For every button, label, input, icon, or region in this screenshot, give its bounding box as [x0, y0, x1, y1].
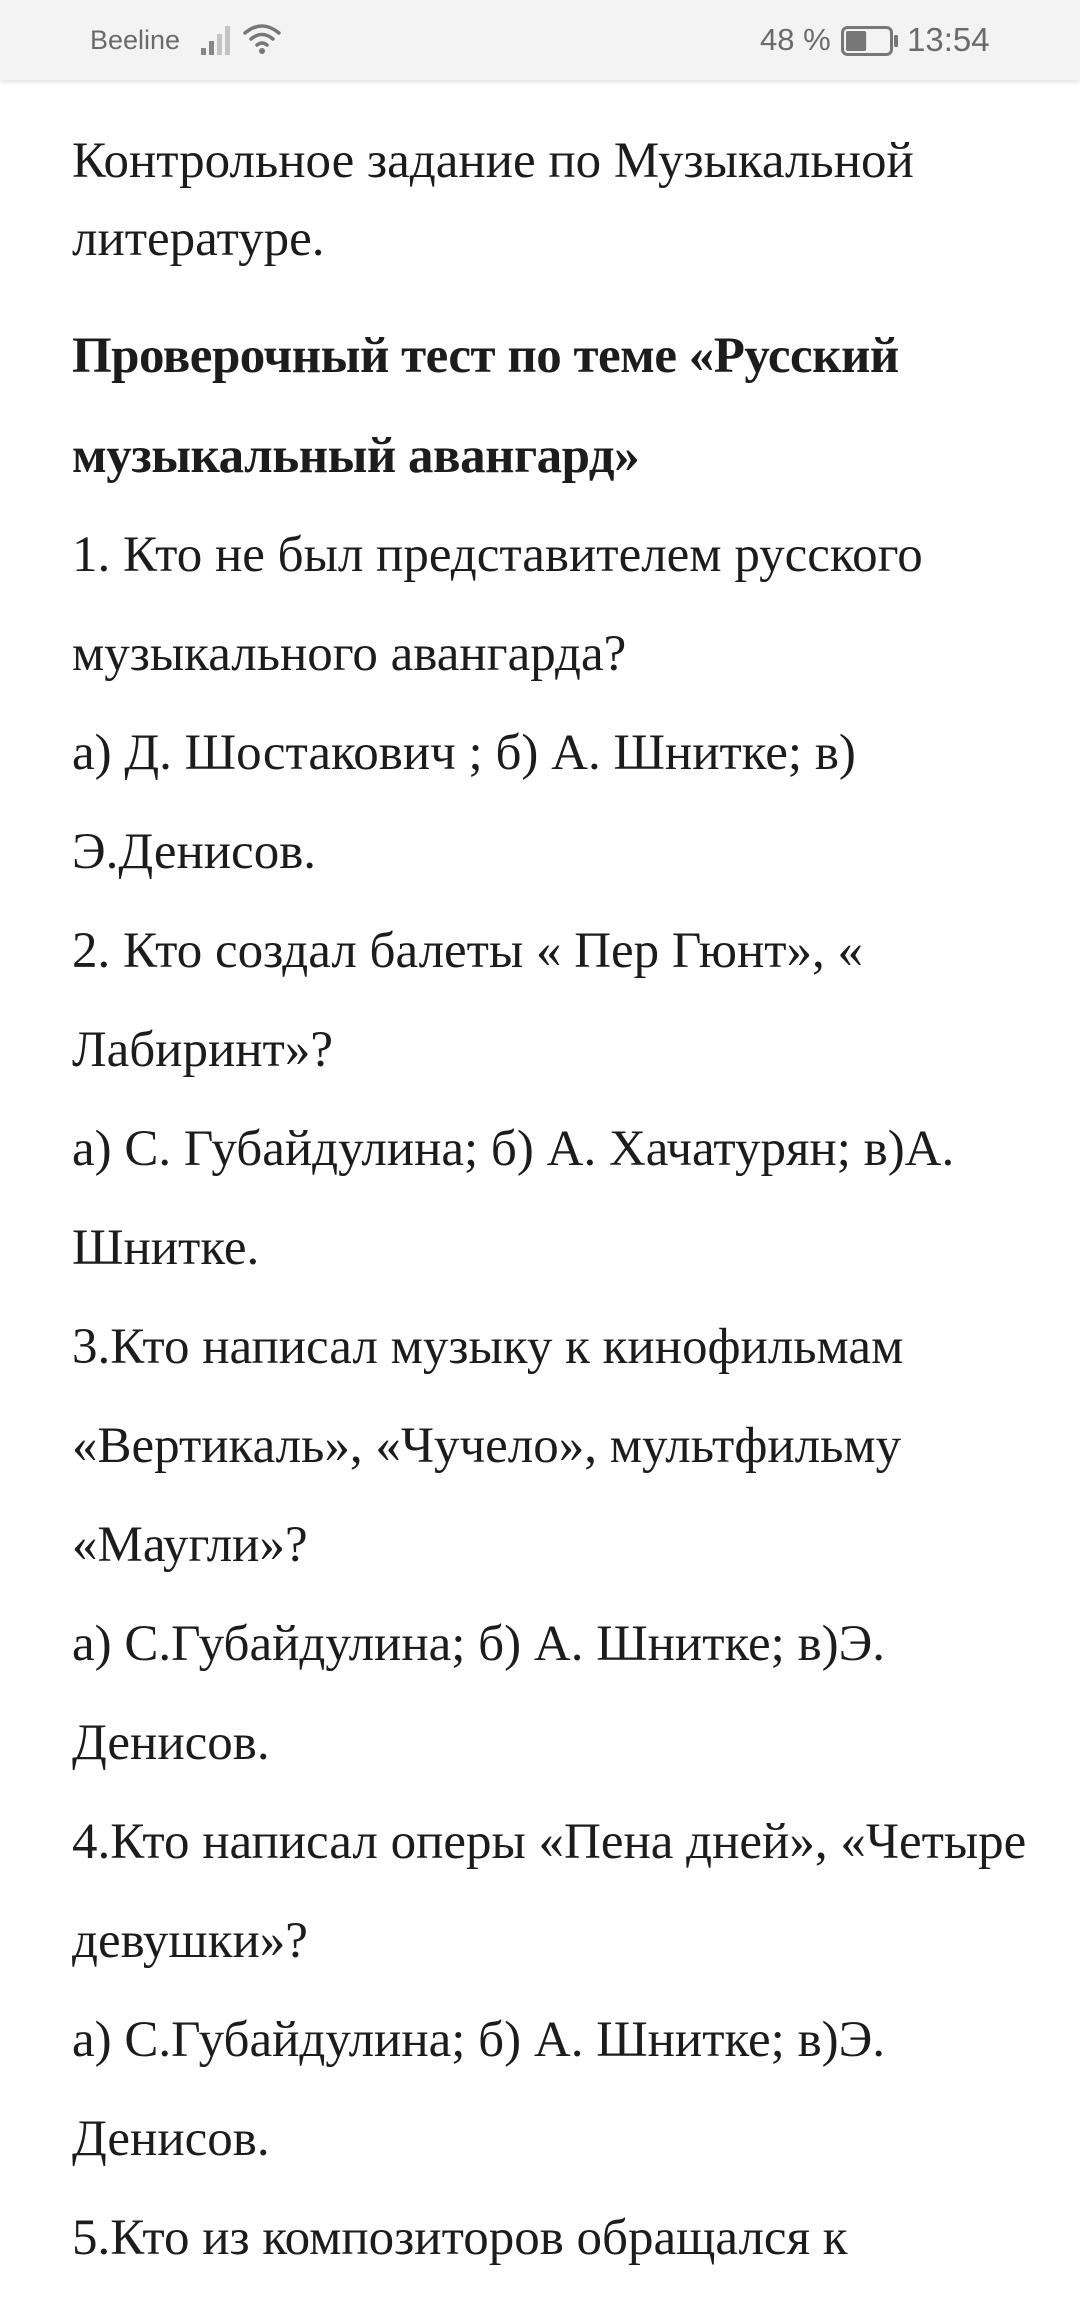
answers-2: а) С. Губайдулина; б) А. Хачатурян; в)А. Шнитке. [72, 1121, 955, 1276]
answers-4: а) С.Губайдулина; б) А. Шнитке; в)Э. Денисов. [72, 2012, 886, 2167]
intro-text: Контрольное задание по Музыкальной литературе. [72, 133, 914, 267]
question-2: 2. Кто создал балеты « Пер Гюнт», « Лабиринт»? [72, 923, 864, 1078]
question-5: 5.Кто из композиторов обращался к [72, 2210, 848, 2266]
document-content [72, 122, 1032, 2288]
signal-icon [200, 24, 234, 56]
question-4: 4.Кто написал оперы «Пена дней», «Четыре девушки»? [72, 1814, 1027, 1969]
wifi-icon [242, 22, 282, 56]
question-3: 3.Кто написал музыку к кинофильмам «Вертикаль», «Чучело», мультфильму «Маугли»? [72, 1319, 904, 1573]
question-1: 1. Кто не был представителем русского музыкального авангарда? [72, 527, 923, 682]
battery-percent: 48 % [760, 22, 831, 57]
battery-icon [841, 26, 899, 56]
battery-fill [846, 31, 866, 51]
status-bar [0, 0, 1080, 80]
clock: 13:54 [907, 21, 990, 58]
answers-1: а) Д. Шостакович ; б) А. Шнитке; в) Э.Денисов. [72, 725, 856, 880]
answers-3: а) С.Губайдулина; б) А. Шнитке; в)Э. Денисов. [72, 1616, 886, 1771]
test-title: Проверочный тест по теме «Русский музыкальный авангард» [72, 328, 899, 484]
carrier-name: Beeline [90, 25, 181, 55]
